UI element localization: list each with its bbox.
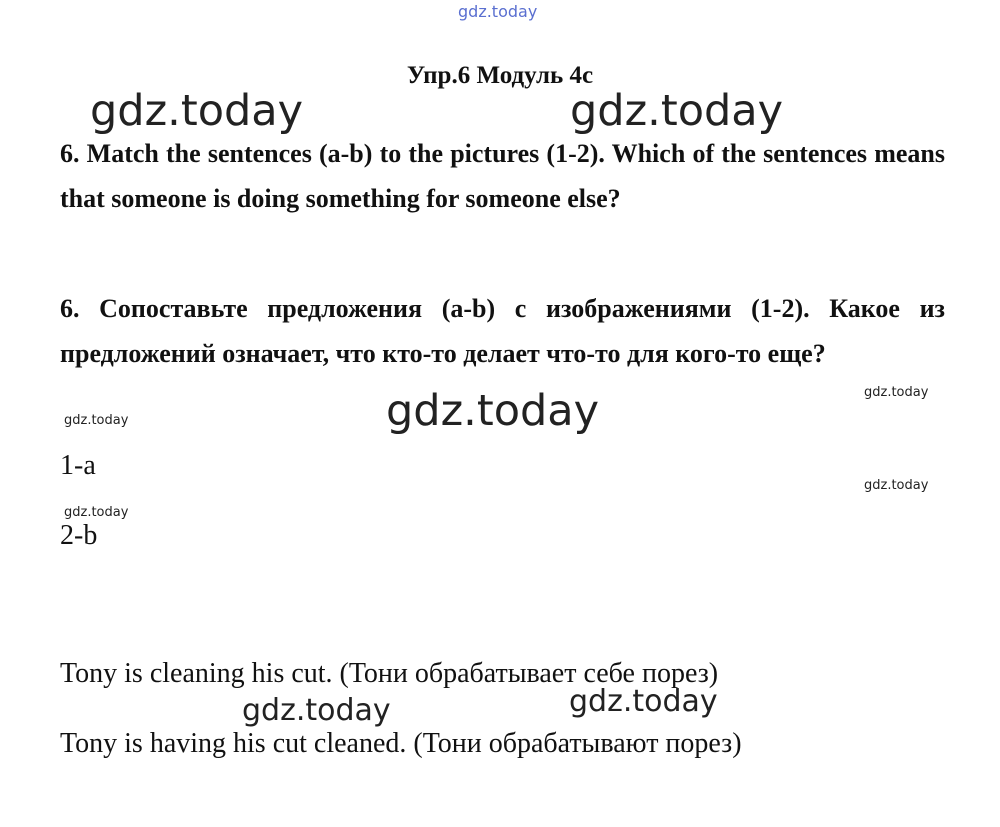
watermark: gdz.today — [64, 413, 129, 428]
watermark: gdz.today — [864, 385, 929, 400]
watermark: gdz.today — [570, 86, 784, 136]
sentence-2: Tony is having his cut cleaned. (Тони обрабатывают порез) — [60, 728, 742, 759]
task-russian: 6. Сопоставьте предложения (a-b) с изображениями (1-2). Какое из предложений означает, что кто-то делает что-то для кого-то еще? — [60, 294, 945, 368]
watermark: gdz.today — [64, 505, 129, 520]
answer-2: 2-b — [60, 520, 98, 551]
watermark-top[interactable]: gdz.today — [458, 2, 538, 21]
sentence-1: Tony is cleaning his cut. (Тони обрабатывает себе порез) — [60, 658, 719, 689]
answer-1: 1-a — [60, 450, 96, 481]
watermark: gdz.today — [386, 386, 600, 436]
watermark: gdz.today — [90, 86, 304, 136]
task-english: 6. Match the sentences (a-b) to the pictures (1-2). Which of the sentences means that someone is doing something for someone else? — [60, 139, 945, 213]
page-title: Упр.6 Модуль 4c — [406, 62, 594, 89]
watermark: gdz.today — [569, 684, 718, 719]
watermark: gdz.today — [242, 693, 391, 728]
watermark: gdz.today — [864, 478, 929, 493]
